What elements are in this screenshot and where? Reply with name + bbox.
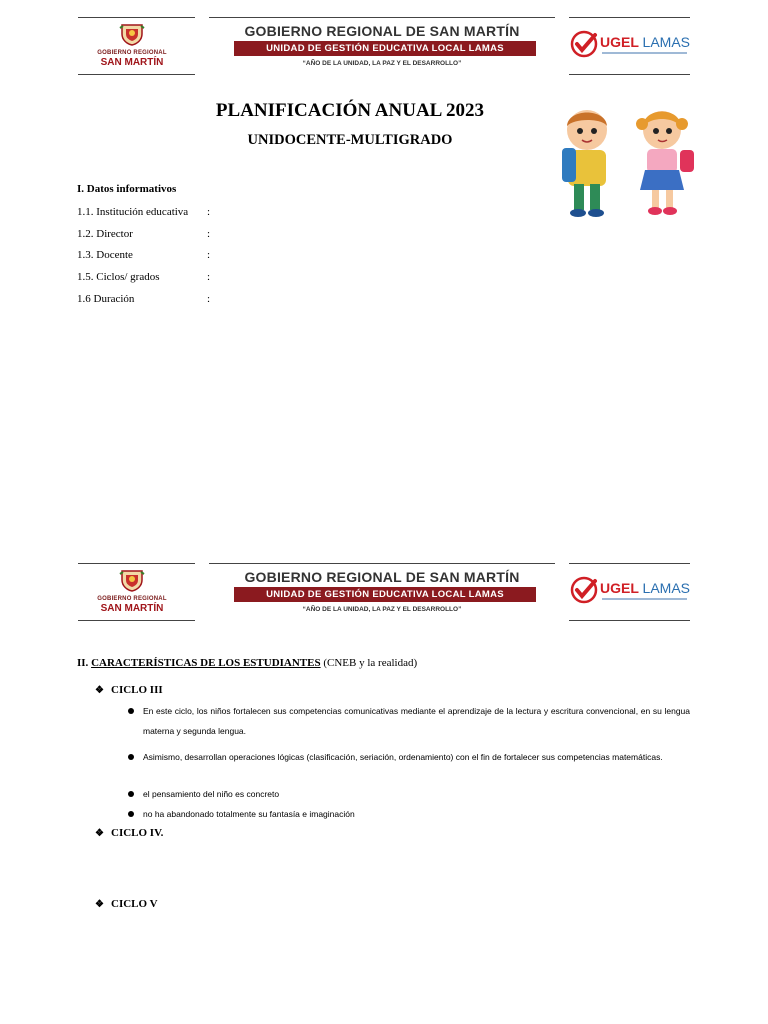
list-item: no ha abandonado totalmente su fantasía e imaginación xyxy=(143,809,355,819)
year-motto: “AÑO DE LA UNIDAD, LA PAZ Y EL DESARROLLO” xyxy=(302,606,462,613)
list-item: Asimismo, desarrollan operaciones lógicas (clasificación, seriación, ordenamiento) con el fin de fortalecer sus competencias matemáticas. xyxy=(143,752,663,762)
section-caracteristicas xyxy=(77,657,417,669)
field-separator: : xyxy=(207,249,211,261)
ciclo-iii-heading xyxy=(95,684,163,696)
bullet-icon xyxy=(128,811,134,817)
ciclo-label: CICLO IV. xyxy=(111,827,164,839)
field-separator: : xyxy=(207,271,211,283)
children-illustration xyxy=(544,98,716,226)
field-docente-label: 1.3. Docente xyxy=(77,249,133,261)
bullet-icon xyxy=(128,754,134,760)
ugel-text: UGEL xyxy=(600,580,639,596)
section-datos-informativos: I. Datos informativos xyxy=(77,183,177,195)
field-institucion-label: 1.1. Institución educativa xyxy=(77,206,189,218)
ugel-logo xyxy=(569,575,690,607)
bullet-icon xyxy=(128,708,134,714)
field-ciclos-label: 1.5. Ciclos/ grados xyxy=(77,271,160,283)
checkmark-logo-icon xyxy=(569,575,599,605)
seal-region-name: SAN MARTÍN xyxy=(100,603,164,614)
seal-caption: GOBIERNO REGIONAL xyxy=(97,50,167,56)
coat-of-arms-icon xyxy=(119,568,145,592)
government-title: GOBIERNO REGIONAL DE SAN MARTÍN xyxy=(244,23,520,39)
page-header xyxy=(78,17,690,75)
document-title: PLANIFICACIÓN ANUAL 2023 xyxy=(215,100,485,121)
ciclo-iv-heading xyxy=(95,827,163,839)
diamond-bullet-icon: ❖ xyxy=(95,685,104,696)
unit-banner: UNIDAD DE GESTIÓN EDUCATIVA LOCAL LAMAS xyxy=(234,41,536,56)
government-title: GOBIERNO REGIONAL DE SAN MARTÍN xyxy=(244,569,520,585)
diamond-bullet-icon: ❖ xyxy=(95,899,104,910)
regional-government-seal xyxy=(96,20,168,72)
section-note: (CNEB y la realidad) xyxy=(323,657,418,669)
page-header-2 xyxy=(78,563,690,621)
bullet-icon xyxy=(128,791,134,797)
list-item: el pensamiento del niño es concreto xyxy=(143,789,280,799)
ciclo-v-heading xyxy=(95,898,158,910)
ciclo-label: CICLO V xyxy=(111,898,158,910)
field-duracion-label: 1.6 Duración xyxy=(77,293,135,305)
unit-banner: UNIDAD DE GESTIÓN EDUCATIVA LOCAL LAMAS xyxy=(234,587,536,602)
section-title: CARACTERÍSTICAS DE LOS ESTUDIANTES xyxy=(91,657,321,669)
ciclo-label: CICLO III xyxy=(111,684,163,696)
checkmark-logo-icon xyxy=(569,29,599,59)
field-separator: : xyxy=(207,206,211,218)
seal-region-name: SAN MARTÍN xyxy=(100,57,164,68)
regional-government-seal xyxy=(96,566,168,618)
list-item: En este ciclo, los niños fortalecen sus competencias comunicativas mediante el aprendizaje de la lectura y escritura convencional, en su lengua materna y segunda lengua. xyxy=(143,706,690,736)
coat-of-arms-icon xyxy=(119,22,145,46)
field-separator: : xyxy=(207,293,211,305)
diamond-bullet-icon: ❖ xyxy=(95,828,104,839)
seal-caption: GOBIERNO REGIONAL xyxy=(97,596,167,602)
section-number: II. xyxy=(77,657,89,669)
ugel-text: UGEL xyxy=(600,34,639,50)
field-director-label: 1.2. Director xyxy=(77,228,133,240)
ugel-logo xyxy=(569,29,690,61)
document-subtitle: UNIDOCENTE-MULTIGRADO xyxy=(247,132,453,148)
lamas-text: LAMAS xyxy=(642,580,690,596)
year-motto: “AÑO DE LA UNIDAD, LA PAZ Y EL DESARROLLO” xyxy=(302,60,462,67)
lamas-text: LAMAS xyxy=(642,34,690,50)
field-separator: : xyxy=(207,228,211,240)
